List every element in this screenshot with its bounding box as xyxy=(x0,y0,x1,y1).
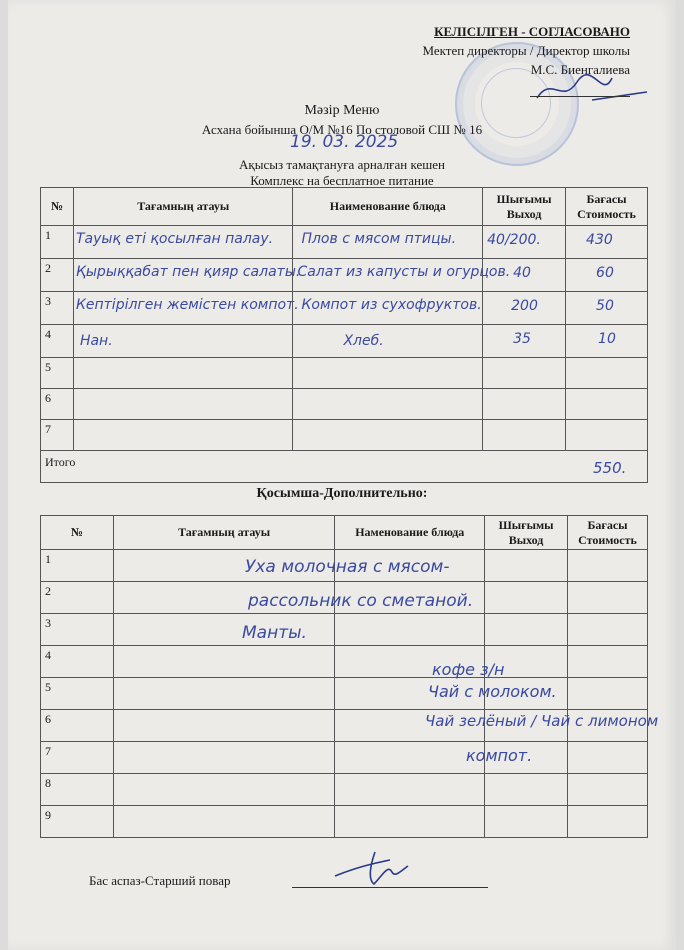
table-row xyxy=(41,774,648,806)
row-number: 3 xyxy=(41,614,114,646)
col-output: Шығымы Выход xyxy=(485,516,568,550)
row-number: 9 xyxy=(41,806,114,838)
complex-ru: Комплекс на бесплатное питание xyxy=(250,173,434,188)
dish-kz: Тауық еті қосылған палау. xyxy=(75,231,274,247)
dish-ru: Салат из капусты и огурцов. xyxy=(297,264,511,280)
col-price: Бағасы Стоимость xyxy=(568,516,648,550)
table-row xyxy=(41,420,648,451)
row-number: 1 xyxy=(41,226,74,259)
dish-price: 50 xyxy=(596,298,614,314)
approval-name: М.С. Биенгалиева xyxy=(530,62,630,77)
dish-kz: Қырыққабат пен қияр салаты. xyxy=(75,264,301,280)
table-row xyxy=(41,389,648,420)
col-name-kz: Тағамның атауы xyxy=(113,516,335,550)
table-row xyxy=(41,226,648,259)
total-row xyxy=(41,451,648,483)
dish-output: 40 xyxy=(513,265,531,281)
row-number: 7 xyxy=(41,742,114,774)
dish-kz: Нан. xyxy=(79,333,113,349)
table-row xyxy=(41,806,648,838)
approval-title: КЕЛІСІЛГЕН - СОГЛАСОВАНО xyxy=(434,24,630,39)
col-name-ru: Наменование блюда xyxy=(335,516,485,550)
extra-item: кофе з/н xyxy=(432,660,505,679)
dish-kz: Кептірілген жемістен компот. xyxy=(75,297,299,313)
chef-label: Бас аспаз-Старший повар xyxy=(89,873,231,888)
signature-line xyxy=(530,96,630,97)
dish-price: 60 xyxy=(596,265,614,281)
main-menu-table xyxy=(40,187,648,483)
dish-price: 430 xyxy=(586,232,613,248)
table-row xyxy=(41,358,648,389)
dish-ru: Компот из сухофруктов. xyxy=(301,297,482,313)
menu-date: 19. 03. 2025 xyxy=(290,132,399,152)
approval-role: Мектеп директоры / Директор школы xyxy=(422,43,630,58)
total-label: Итого xyxy=(45,455,76,469)
row-number: 6 xyxy=(41,710,114,742)
dish-output: 35 xyxy=(513,331,531,347)
row-number: 2 xyxy=(41,259,74,292)
extra-item: Уха молочная с мясом- xyxy=(245,557,450,577)
row-number: 8 xyxy=(41,774,114,806)
extra-item: Чай зелёный / Чай с лимоном xyxy=(425,712,659,730)
table-row xyxy=(41,646,648,678)
extra-item: рассольник со сметаной. xyxy=(248,591,474,611)
dish-ru: Плов с мясом птицы. xyxy=(301,231,457,247)
col-price: Бағасы Стоимость xyxy=(566,188,648,226)
extra-item: Манты. xyxy=(242,623,307,643)
col-number: № xyxy=(41,188,74,226)
row-number: 4 xyxy=(41,646,114,678)
col-name-ru: Наименование блюда xyxy=(293,188,483,226)
complex-kz: Ақысыз тамақтануға арналған кешен xyxy=(239,157,445,172)
canteen-line: Асхана бойынша О/М №16 По столовой СШ № 16 xyxy=(201,122,483,137)
extra-title: Қосымша-Дополнительно: xyxy=(256,486,428,501)
table-row xyxy=(41,742,648,774)
row-number: 5 xyxy=(41,678,114,710)
row-number: 3 xyxy=(41,292,74,325)
dish-output: 200 xyxy=(511,298,538,314)
row-number: 5 xyxy=(41,358,74,389)
table-row xyxy=(41,292,648,325)
row-number: 7 xyxy=(41,420,74,451)
dish-output: 40/200. xyxy=(487,232,541,248)
table-row xyxy=(41,259,648,292)
dish-ru: Хлеб. xyxy=(343,333,384,349)
extra-item: компот. xyxy=(466,746,533,765)
row-number: 4 xyxy=(41,325,74,358)
row-number: 1 xyxy=(41,550,114,582)
extra-item: Чай с молоком. xyxy=(428,682,557,701)
total-value: 550. xyxy=(593,459,627,477)
row-number: 2 xyxy=(41,582,114,614)
col-name-kz: Тағамның атауы xyxy=(73,188,293,226)
dish-price: 10 xyxy=(598,331,616,347)
table-row xyxy=(41,325,648,358)
col-number: № xyxy=(41,516,114,550)
table-row xyxy=(41,614,648,646)
row-number: 6 xyxy=(41,389,74,420)
menu-title: Мәзір Меню xyxy=(304,103,380,118)
col-output: Шығымы Выход xyxy=(483,188,566,226)
chef-signature xyxy=(330,846,420,888)
